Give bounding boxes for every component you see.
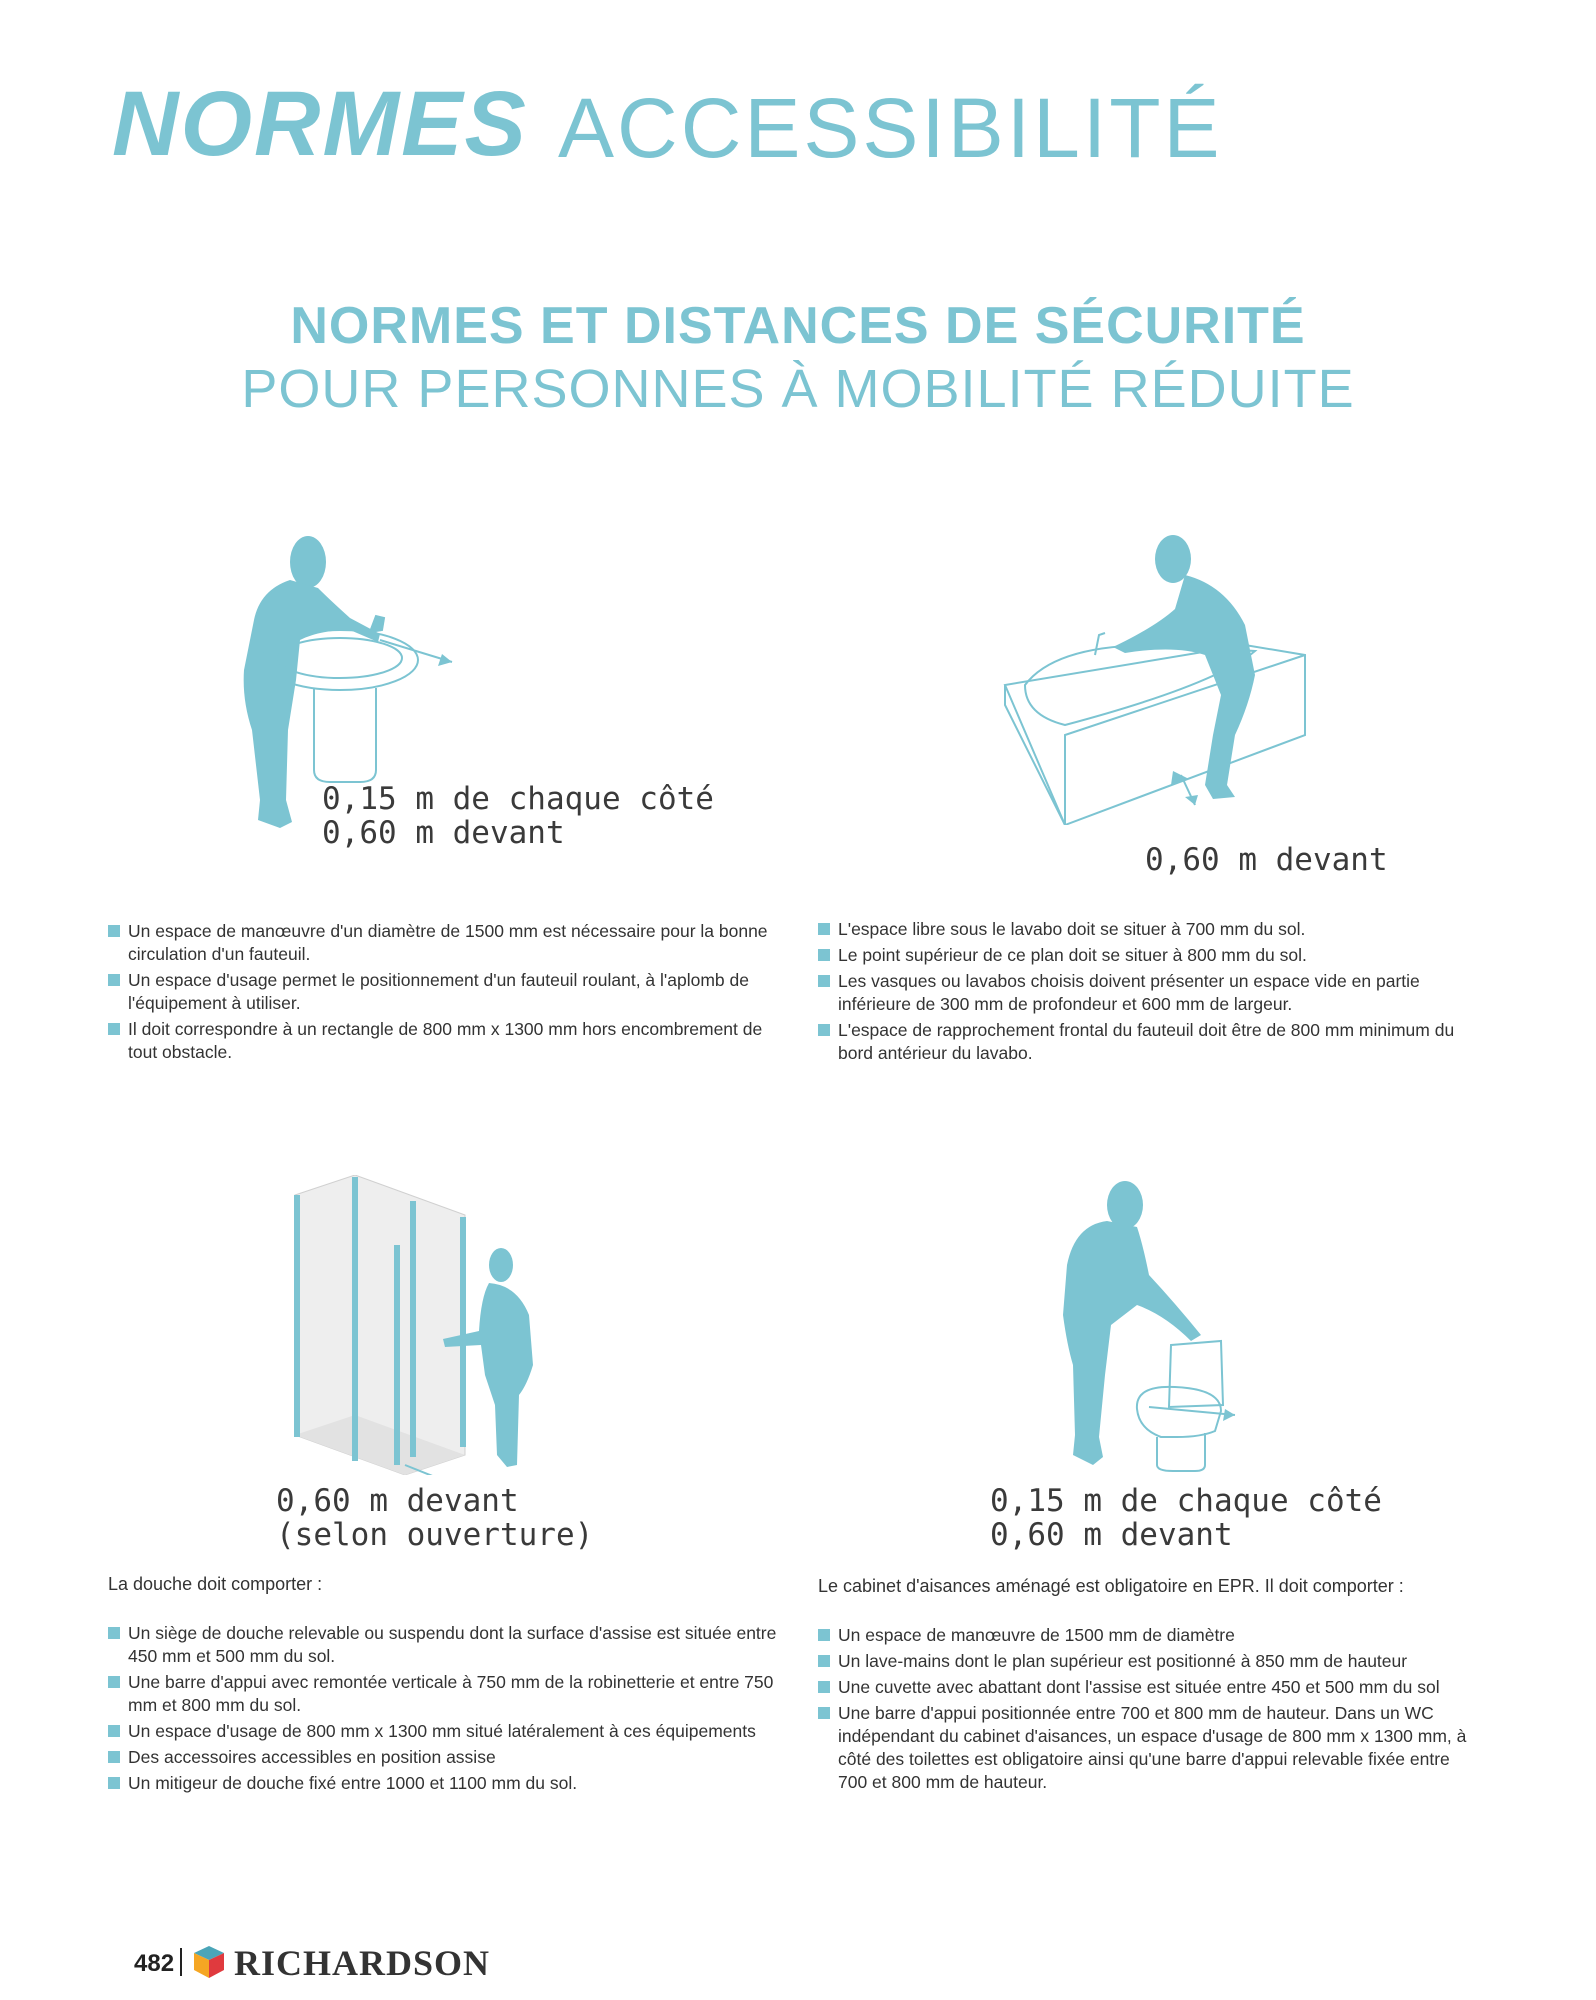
list-item: Un espace de manœuvre d'un diamètre de 1500 mm est nécessaire pour la bonne circulation d'un fauteuil. xyxy=(108,920,788,966)
list-item: Le point supérieur de ce plan doit se situer à 800 mm du sol. xyxy=(818,944,1468,967)
sink-dimension-sides: 0,15 m de chaque côté xyxy=(322,781,714,817)
bathtub-bullets xyxy=(818,918,1468,1068)
footer-divider xyxy=(180,1948,182,1976)
list-item: L'espace de rapprochement frontal du fauteuil doit être de 800 mm minimum du bord antérieur du lavabo. xyxy=(818,1019,1468,1065)
list-item: Un siège de douche relevable ou suspendu dont la surface d'assise est située entre 450 mm et 500 mm du sol. xyxy=(108,1622,788,1668)
section-title: NORMES ET DISTANCES DE SÉCURITÉ xyxy=(290,297,1306,355)
page-number: 482 xyxy=(134,1950,175,1977)
wc-dimension-sides: 0,15 m de chaque côté xyxy=(990,1483,1382,1519)
list-item: Un lave-mains dont le plan supérieur est positionné à 850 mm de hauteur xyxy=(818,1650,1468,1673)
wc-illustration xyxy=(1045,1175,1265,1475)
list-item: Les vasques ou lavabos choisis doivent présenter un espace vide en partie inférieure de 300 mm de profondeur et 600 mm de largeur. xyxy=(818,970,1468,1016)
bathtub-illustration xyxy=(995,535,1315,825)
list-item: Une cuvette avec abattant dont l'assise est située entre 450 et 500 mm du sol xyxy=(818,1676,1468,1699)
section-subtitle: POUR PERSONNES À MOBILITÉ RÉDUITE xyxy=(241,359,1355,419)
list-item: Des accessoires accessibles en position assise xyxy=(108,1746,788,1769)
sink-dimension-front: 0,60 m devant xyxy=(322,815,565,851)
shower-bullets xyxy=(108,1622,788,1798)
shower-illustration xyxy=(285,1175,545,1475)
list-item: L'espace libre sous le lavabo doit se situer à 700 mm du sol. xyxy=(818,918,1468,941)
list-item: Il doit correspondre à un rectangle de 800 mm x 1300 mm hors encombrement de tout obstacle. xyxy=(108,1018,788,1064)
brand-logo: RICHARDSON xyxy=(234,1943,491,1983)
shower-intro: La douche doit comporter : xyxy=(108,1574,323,1594)
brand-cube-icon xyxy=(192,1944,226,1980)
list-item: Un espace de manœuvre de 1500 mm de diamètre xyxy=(818,1624,1468,1647)
wc-intro: Le cabinet d'aisances aménagé est obligatoire en EPR. Il doit comporter : xyxy=(818,1576,1404,1596)
shower-dimension-note: (selon ouverture) xyxy=(276,1517,594,1553)
page-title-bold: NORMES xyxy=(112,73,528,175)
page-title-light: ACCESSIBILITÉ xyxy=(558,81,1223,175)
list-item: Une barre d'appui avec remontée verticale à 750 mm de la robinetterie et entre 750 mm et 800 mm du sol. xyxy=(108,1671,788,1717)
list-item: Un espace d'usage permet le positionnement d'un fauteuil roulant, à l'aplomb de l'équipement à utiliser. xyxy=(108,969,788,1015)
shower-dimension-front: 0,60 m devant xyxy=(276,1483,519,1519)
list-item: Un mitigeur de douche fixé entre 1000 et 1100 mm du sol. xyxy=(108,1772,788,1795)
sink-bullets xyxy=(108,920,788,1067)
wc-bullets xyxy=(818,1624,1468,1797)
bathtub-dimension-front: 0,60 m devant xyxy=(1145,842,1388,878)
wc-dimension-front: 0,60 m devant xyxy=(990,1517,1233,1553)
list-item: Une barre d'appui positionnée entre 700 et 800 mm de hauteur. Dans un WC indépendant du cabinet d'aisances, un espace d'usage de 800 mm x 1300 mm, à côté des toilettes est obligatoire ainsi qu'une barre d'appui relevable fixée entre 700 et 800 mm de hauteur. xyxy=(818,1702,1468,1794)
list-item: Un espace d'usage de 800 mm x 1300 mm situé latéralement à ces équipements xyxy=(108,1720,788,1743)
